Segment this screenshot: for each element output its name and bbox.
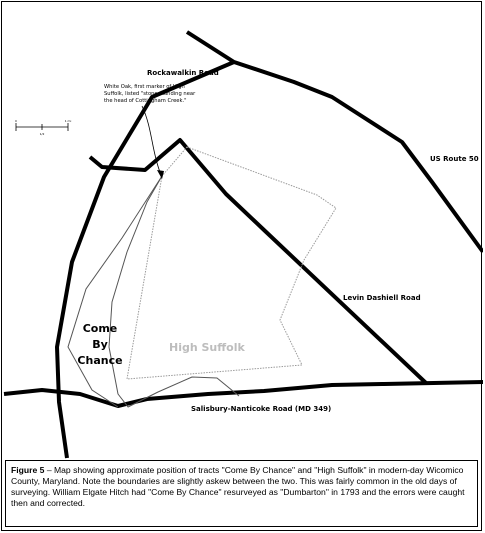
caption-label: Figure 5 [11,465,45,475]
label-us-route-50: US Route 50 [430,155,479,163]
annotation-line-1: White Oak, first marker of High [104,84,185,90]
road-levin-dashiell [90,140,426,383]
label-come-by-chance-2: By [92,338,108,351]
caption-text: – Map showing approximate position of tracts "Come By Chance" and "High Suffolk" in modern-day Wicomico County, Maryland. Note the boundaries are slightly askew between the two. This was fairly common in the old days of surveying. William Elgate Hitch had "Come By Chance" resurveyed as "Dumbarton" in 1793 and the errors were caught then and corrected. [11,465,465,508]
label-come-by-chance-1: Come [82,322,118,335]
scale-label-1: 1 mi [64,119,72,123]
figure-frame [1,1,482,531]
figure-caption [5,460,478,527]
label-rockawalkin-road: Rockawalkin Road [147,69,219,77]
scale-bar [15,119,71,136]
map-svg [2,2,483,460]
label-come-by-chance-3: Chance [77,354,123,367]
road-salisbury-nanticoke [4,382,483,406]
map-area [2,2,483,460]
label-high-suffolk: High Suffolk [169,341,245,354]
annotation-arrow [142,106,160,172]
scale-label-0: 0 [15,119,17,123]
scale-label-half: 1/2 [39,132,45,136]
label-salisbury-nanticoke-road: Salisbury-Nanticoke Road (MD 349) [191,405,332,413]
label-levin-dashiell-road: Levin Dashiell Road [343,294,421,302]
annotation-line-2: Suffolk, listed "stone standing near [104,91,196,97]
annotation-line-3: the head of Cottingham Creek." [104,98,187,104]
